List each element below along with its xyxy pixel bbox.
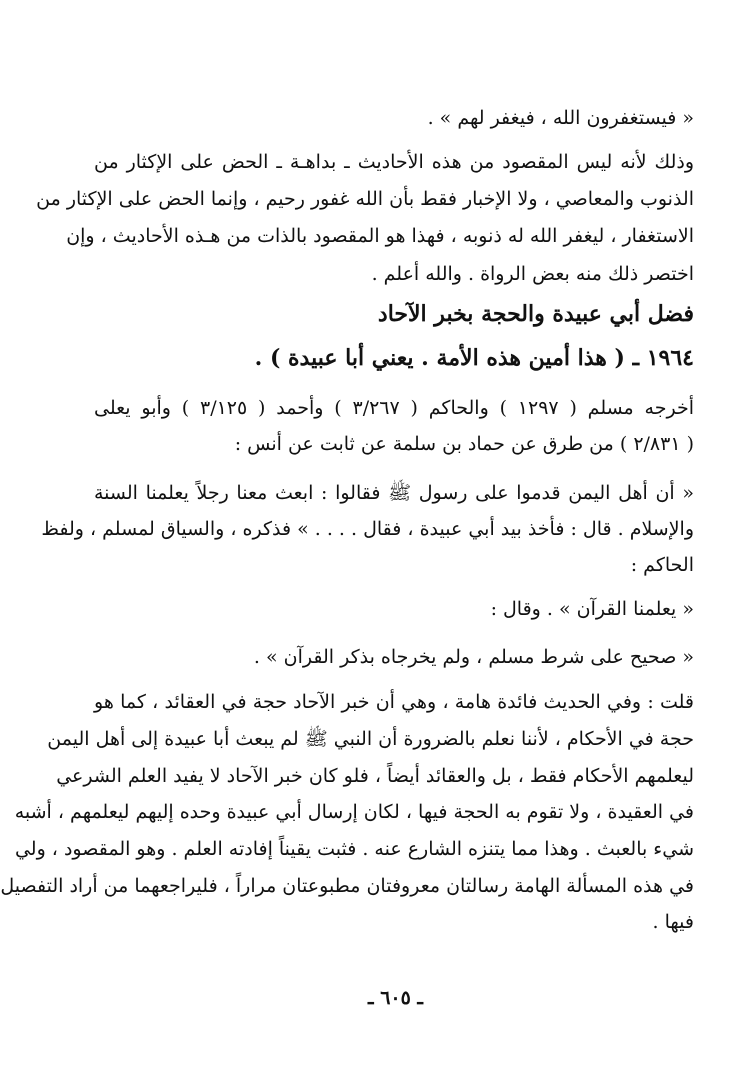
- text-line-3: الذنوب والمعاصي ، ولا الإخبار فقط بأن الله غفور رحيم ، وإنما الحض على الإكثار من: [36, 188, 694, 210]
- text-line-5: اختصر ذلك منه بعض الرواة . والله أعلم .: [371, 263, 694, 285]
- text-line-17: شيء بالعبث . وهذا مما يتنزه الشارع عنه . فثبت يقيناً إفادته العلم . وهو المقصود ، ولي: [14, 838, 694, 860]
- page-number: ـ ٦٠٥ ـ: [368, 987, 423, 1009]
- text-line-10: الحاكم :: [630, 554, 694, 576]
- text-line-11: « يعلمنا القرآن » . وقال :: [490, 598, 694, 620]
- text-line-9: والإسلام . قال : فأخذ بيد أبي عبيدة ، فقال . . . . » فذكره ، والسياق لمسلم ، ولفظ: [41, 518, 694, 540]
- text-line-12: « صحيح على شرط مسلم ، ولم يخرجاه بذكر القرآن » .: [253, 646, 694, 668]
- text-line-14: حجة في الأحكام ، لأننا نعلم بالضرورة أن النبي ﷺ لم يبعث أبا عبيدة إلى أهل اليمن: [47, 728, 694, 750]
- hadith-heading: ١٩٦٤ ـ ( هذا أمين هذه الأمة . يعني أبا عبيدة ) .: [254, 345, 694, 371]
- text-line-15: ليعلمهم الأحكام فقط ، بل والعقائد أيضاً ، فلو كان خبر الآحاد لا يفيد العلم الشرعي: [56, 765, 694, 787]
- text-line-1: « فيستغفرون الله ، فيغفر لهم » .: [427, 107, 694, 129]
- text-line-7: ( ٢/٨٣١ ) من طرق عن حماد بن سلمة عن ثابت عن أنس :: [234, 433, 694, 455]
- text-line-16: في العقيدة ، ولا تقوم به الحجة فيها ، لكان إرسال أبي عبيدة وحده إليهم ليعلمهم ، أشبه: [14, 801, 694, 823]
- section-heading: فضل أبي عبيدة والحجة بخبر الآحاد: [377, 301, 694, 327]
- text-line-4: الاستغفار ، ليغفر الله له ذنوبه ، فهذا هو المقصود بالذات من هـذه الأحاديث ، وإن: [66, 225, 694, 247]
- text-line-2: وذلك لأنه ليس المقصود من هذه الأحاديث ـ بداهـة ـ الحض على الإكثار من: [94, 151, 694, 173]
- text-line-8: « أن أهل اليمن قدموا على رسول ﷺ فقالوا : ابعث معنا رجلاً يعلمنا السنة: [94, 482, 694, 504]
- text-line-18: في هذه المسألة الهامة رسالتان معروفتان مطبوعتان مراراً ، فليراجعهما من أراد التفصيل: [0, 875, 694, 897]
- text-line-13: قلت : وفي الحديث فائدة هامة ، وهي أن خبر الآحاد حجة في العقائد ، كما هو: [94, 691, 694, 713]
- text-line-19: فيها .: [652, 911, 694, 933]
- text-line-6: أخرجه مسلم ( ١٢٩٧ ) والحاكم ( ٣/٢٦٧ ) وأحمد ( ٣/١٢٥ ) وأبو يعلى: [94, 397, 694, 419]
